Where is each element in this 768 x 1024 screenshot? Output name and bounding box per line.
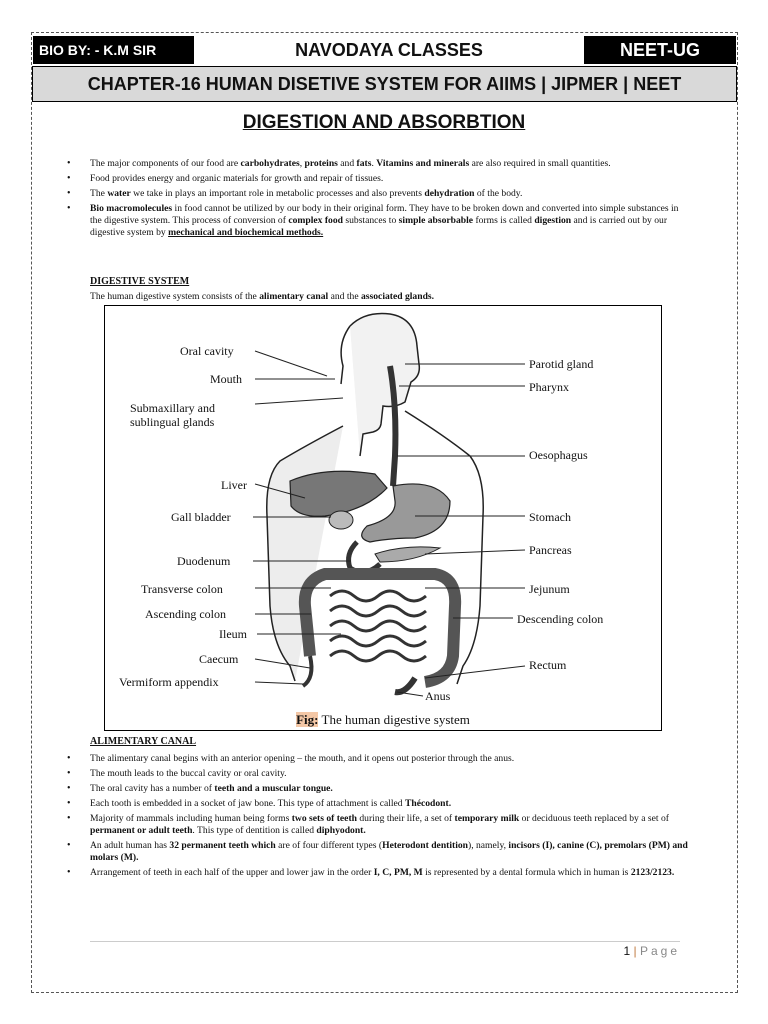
label-mouth: Mouth — [210, 372, 243, 386]
label-transverse-colon: Transverse colon — [141, 582, 223, 596]
page-number: 1 | Page — [623, 944, 680, 958]
list-item: • An adult human has 32 permanent teeth which are of four different types (Heterodont dentition), namely, incisors (I), canine (C), premolars (PM) and molars (M). — [67, 840, 688, 863]
list-item: • The mouth leads to the buccal cavity or oral cavity. — [67, 768, 287, 779]
label-anus: Anus — [425, 689, 451, 703]
label-ascending-colon: Ascending colon — [145, 607, 226, 621]
label-rectum: Rectum — [529, 658, 567, 672]
header-bar — [32, 36, 737, 66]
chapter-title: CHAPTER-16 HUMAN DISETIVE SYSTEM FOR AIIMS | JIPMER | NEET — [32, 66, 737, 102]
list-item: • Arrangement of teeth in each half of the upper and lower jaw in the order I, C, PM, M is represented by a dental formula which in human is 2123/2123. — [67, 867, 675, 878]
alimentary-canal-heading: ALIMENTARY CANAL — [90, 736, 197, 747]
label-liver: Liver — [221, 478, 247, 492]
label-oesophagus: Oesophagus — [529, 448, 588, 462]
digestive-system-heading: DIGESTIVE SYSTEM — [90, 276, 190, 287]
page-title: DIGESTION AND ABSORBTION — [242, 112, 526, 133]
label-pancreas: Pancreas — [529, 543, 572, 557]
digestive-system-diagram — [104, 305, 662, 731]
exam-label: NEET-UG — [584, 36, 736, 64]
author-label: BIO BY: - K.M SIR — [33, 36, 194, 64]
label-jejunum: Jejunum — [529, 582, 570, 596]
list-item: • The alimentary canal begins with an anterior opening – the mouth, and it opens out posterior through the anus. — [67, 753, 515, 764]
list-item: • The oral cavity has a number of teeth and a muscular tongue. — [67, 783, 333, 794]
footer-divider — [90, 941, 680, 942]
list-item: • The major components of our food are carbohydrates, proteins and fats. Vitamins and minerals are also required in small quantities. — [67, 158, 611, 169]
label-ileum: Ileum — [219, 627, 247, 641]
label-vermiform-appendix: Vermiform appendix — [119, 675, 219, 689]
figure-caption: Fig: The human digestive system — [296, 712, 470, 727]
label-duodenum: Duodenum — [177, 554, 231, 568]
label-descending-colon: Descending colon — [517, 612, 604, 626]
label-stomach: Stomach — [529, 510, 571, 524]
label-sublingual: sublingual glands — [130, 415, 215, 429]
label-oral-cavity: Oral cavity — [180, 344, 234, 358]
alimentary-list — [65, 753, 690, 882]
label-parotid-gland: Parotid gland — [529, 357, 594, 371]
label-submaxillary: Submaxillary and — [130, 401, 215, 415]
list-item: • Majority of mammals including human being forms two sets of teeth during their life, a set of temporary milk or deciduous teeth replaced by a set of permanent or adult teeth. This type of dentition is called diphyodont. — [67, 813, 669, 836]
label-caecum: Caecum — [199, 652, 239, 666]
institute-name: NAVODAYA CLASSES — [295, 40, 483, 60]
list-item: • Food provides energy and organic materials for growth and repair of tissues. — [67, 173, 384, 184]
list-item: • Each tooth is embedded in a socket of jaw bone. This type of attachment is called Thécodont. — [67, 798, 452, 809]
label-pharynx: Pharynx — [529, 380, 569, 394]
list-item: • Bio macromolecules in food cannot be utilized by our body in their original form. They have to be broken down and converted into simple substances in the digestive system. This process of conversion of complex food substances to simple absorbable forms is called digestion and is carried out by our digestive system by mechanical and biochemical methods. — [67, 203, 679, 238]
list-item: • The water we take in plays an important role in metabolic processes and also prevents dehydration of the body. — [67, 188, 523, 199]
digestive-system-intro: The human digestive system consists of the alimentary canal and the associated glands. — [90, 291, 435, 302]
label-gall-bladder: Gall bladder — [171, 510, 231, 524]
intro-list — [65, 158, 690, 242]
